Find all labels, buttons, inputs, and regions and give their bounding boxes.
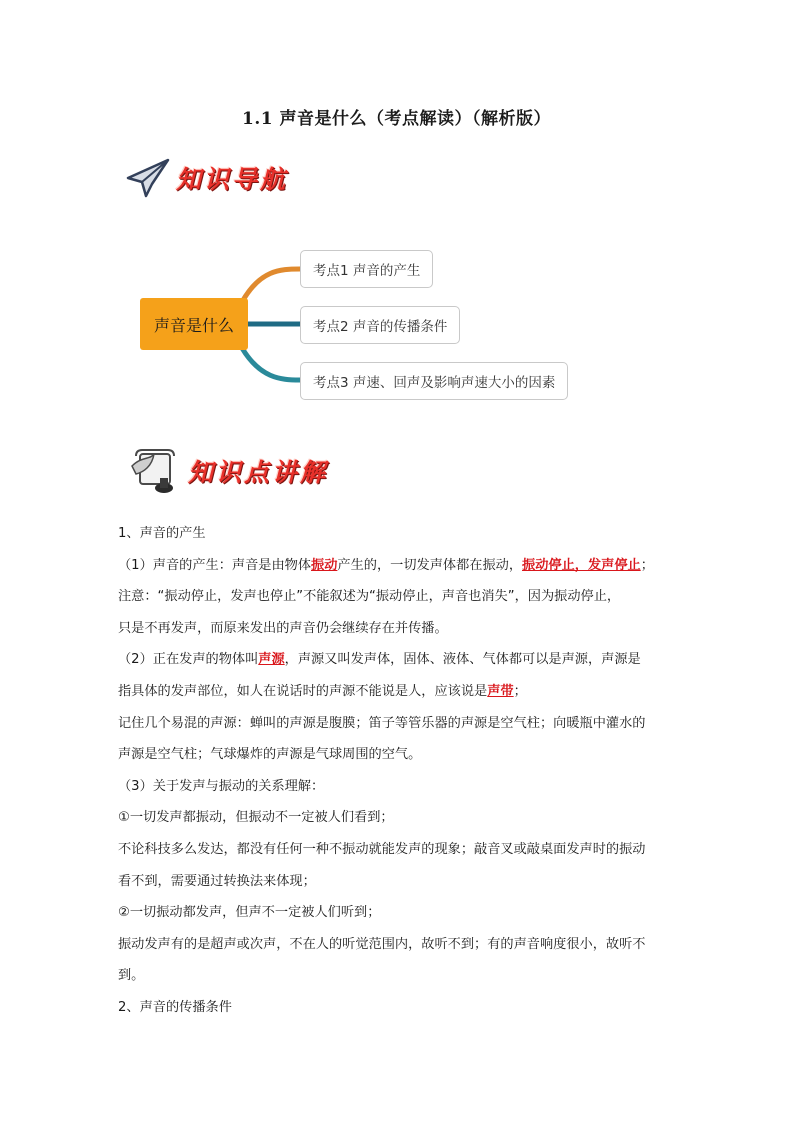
paragraph-line: 振动发声有的是超声或次声，不在人的听觉范围内，故听不到；有的声音响度很小，故听不 (118, 936, 646, 952)
mind-map-root: 声音是什么 (140, 298, 248, 350)
paragraph-line: （3）关于发声与振动的关系理解： (118, 778, 325, 794)
keyword-vibration: 振动 (311, 557, 338, 573)
paragraph-line: 注意：“振动停止，发声也停止”不能叙述为“振动停止，声音也消失”，因为振动停止， (118, 589, 621, 605)
paragraph-line: 记住几个易混的声源：蝉叫的声源是腹膜；笛子等管乐器的声源是空气柱；向暖瓶中灌水的 (118, 715, 646, 731)
paragraph-line: （2）正在发声的物体叫声源，声源又叫发声体，固体、液体、气体都可以是声源，声源是 (118, 652, 641, 668)
paragraph-line: ②一切振动都发声，但声不一定被人们听到； (118, 905, 381, 921)
branch-3 (242, 348, 300, 380)
section-heading-2: 2、声音的传播条件 (118, 999, 232, 1015)
mind-map-node-3: 考点3 声速、回声及影响声速大小的因素 (300, 362, 568, 400)
paragraph-line: （1）声音的产生：声音是由物体振动产生的，一切发声体都在振动，振动停止，发声停止； (118, 557, 654, 573)
knowledge-nav-banner (126, 158, 288, 198)
paragraph-line: 指具体的发声部位，如人在说话时的声源不能说是人，应该说是声带； (118, 683, 527, 699)
mind-map (130, 240, 600, 410)
paragraph-line: 只是不再发声，而原来发出的声音仍会继续存在并传播。 (118, 620, 448, 636)
paragraph-line: 不论科技多么发达，都没有任何一种不振动就能发声的现象；敲音叉或敲桌面发声时的振动 (118, 841, 646, 857)
keyword-vibration-stops: 振动停止，发声停止 (522, 557, 641, 573)
paragraph-line: ①一切发声都振动，但振动不一定被人们看到； (118, 810, 394, 826)
article-body (118, 518, 683, 1024)
mind-map-node-1: 考点1 声音的产生 (300, 250, 433, 288)
paragraph-line: 到。 (118, 968, 145, 984)
mind-map-node-2: 考点2 声音的传播条件 (300, 306, 460, 344)
keyword-sound-source: 声源 (258, 652, 285, 668)
section-heading-1: 1、声音的产生 (118, 526, 206, 541)
paragraph-line: 声源是空气柱；气球爆炸的声源是气球周围的空气。 (118, 747, 422, 763)
branch-1 (242, 269, 300, 302)
knowledge-points-banner (128, 446, 328, 496)
paragraph-line: 看不到，需要通过转换法来体现； (118, 873, 316, 889)
scroll-quill-icon (128, 446, 182, 496)
keyword-vocal-cords: 声带 (487, 683, 514, 699)
paper-plane-icon (126, 158, 170, 198)
knowledge-nav-heading: 知识导航 (176, 165, 289, 194)
knowledge-points-heading: 知识点讲解 (188, 458, 329, 487)
page-title: 1.1 声音是什么（考点解读）（解析版） (242, 109, 551, 129)
